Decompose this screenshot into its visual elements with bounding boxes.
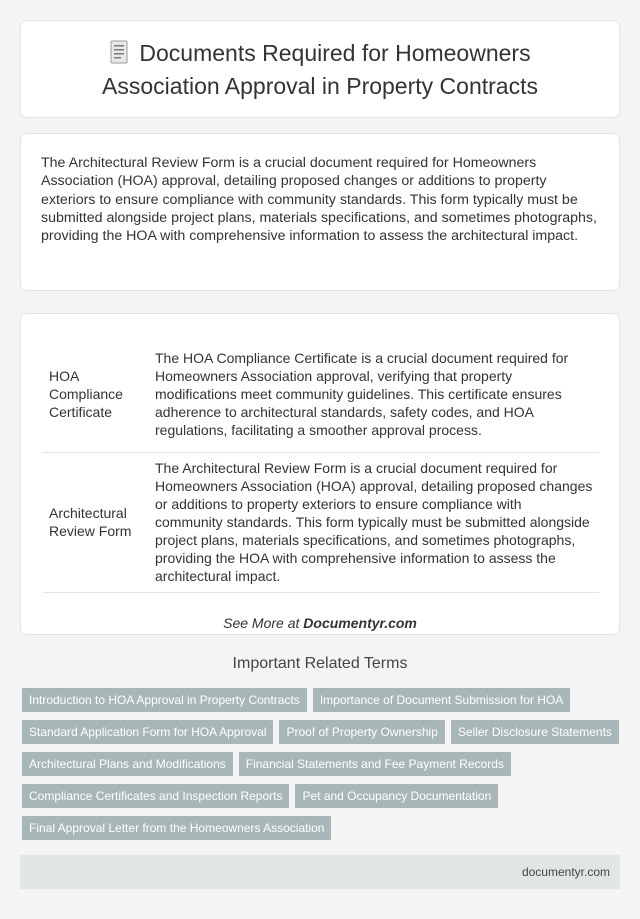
intro-card <box>20 133 620 291</box>
related-term-tag[interactable]: Introduction to HOA Approval in Property Contracts <box>22 688 307 712</box>
term-cell: HOA Compliance Certificate <box>43 336 149 452</box>
related-term-tag[interactable]: Financial Statements and Fee Payment Records <box>239 752 511 776</box>
see-more-link[interactable]: Documentyr.com <box>303 614 417 631</box>
related-term-tag[interactable]: Architectural Plans and Modifications <box>22 752 233 776</box>
term-cell: Architectural Review Form <box>43 452 149 592</box>
title-card <box>20 20 620 118</box>
related-term-tag[interactable]: Seller Disclosure Statements <box>451 720 619 744</box>
page-title <box>60 38 580 101</box>
page-title-text: Documents Required for Homeowners Association Approval in Property Contracts <box>102 39 538 99</box>
related-term-tag[interactable]: Proof of Property Ownership <box>279 720 444 744</box>
related-terms-heading: Important Related Terms <box>232 655 408 672</box>
related-term-tag[interactable]: Pet and Occupancy Documentation <box>295 784 498 808</box>
description-cell: The HOA Compliance Certificate is a crucial document required for Homeowners Association approval, verifying that property modifications meet community guidelines. This certificate ensures adherence to architectural standards, safety codes, and HOA regulations, facilitating a smoother approval process. <box>149 336 599 452</box>
footer-site-link[interactable]: documentyr.com <box>521 865 610 879</box>
see-more-line <box>43 615 597 631</box>
related-terms-list <box>22 688 622 840</box>
description-cell: The Architectural Review Form is a crucial document required for Homeowners Association (HOA) approval, detailing proposed changes or additions to property exteriors to ensure compliance with community standards. This form typically must be submitted alongside project plans, materials specifications, and sometimes photographs, providing the HOA with comprehensive information to assess the architectural impact. <box>149 452 599 592</box>
related-term-tag[interactable]: Compliance Certificates and Inspection Reports <box>22 784 289 808</box>
see-more-prefix: See More at <box>223 614 304 631</box>
related-term-tag[interactable]: Importance of Document Submission for HOA <box>313 688 570 712</box>
table-row <box>43 452 599 592</box>
intro-paragraph: The Architectural Review Form is a crucial document required for Homeowners Association (HOA) approval, detailing proposed changes or additions to property exteriors to ensure compliance with community standards. This form typically must be submitted alongside project plans, materials specifications, and sometimes photographs, providing the HOA with comprehensive information to assess the architectural impact. <box>41 155 597 245</box>
related-term-tag[interactable]: Final Approval Letter from the Homeowners Association <box>22 816 331 840</box>
table-row <box>43 336 599 452</box>
documents-table <box>43 336 599 593</box>
document-icon <box>109 40 129 71</box>
related-term-tag[interactable]: Standard Application Form for HOA Approval <box>22 720 273 744</box>
footer <box>20 855 620 889</box>
documents-table-card <box>20 313 620 635</box>
